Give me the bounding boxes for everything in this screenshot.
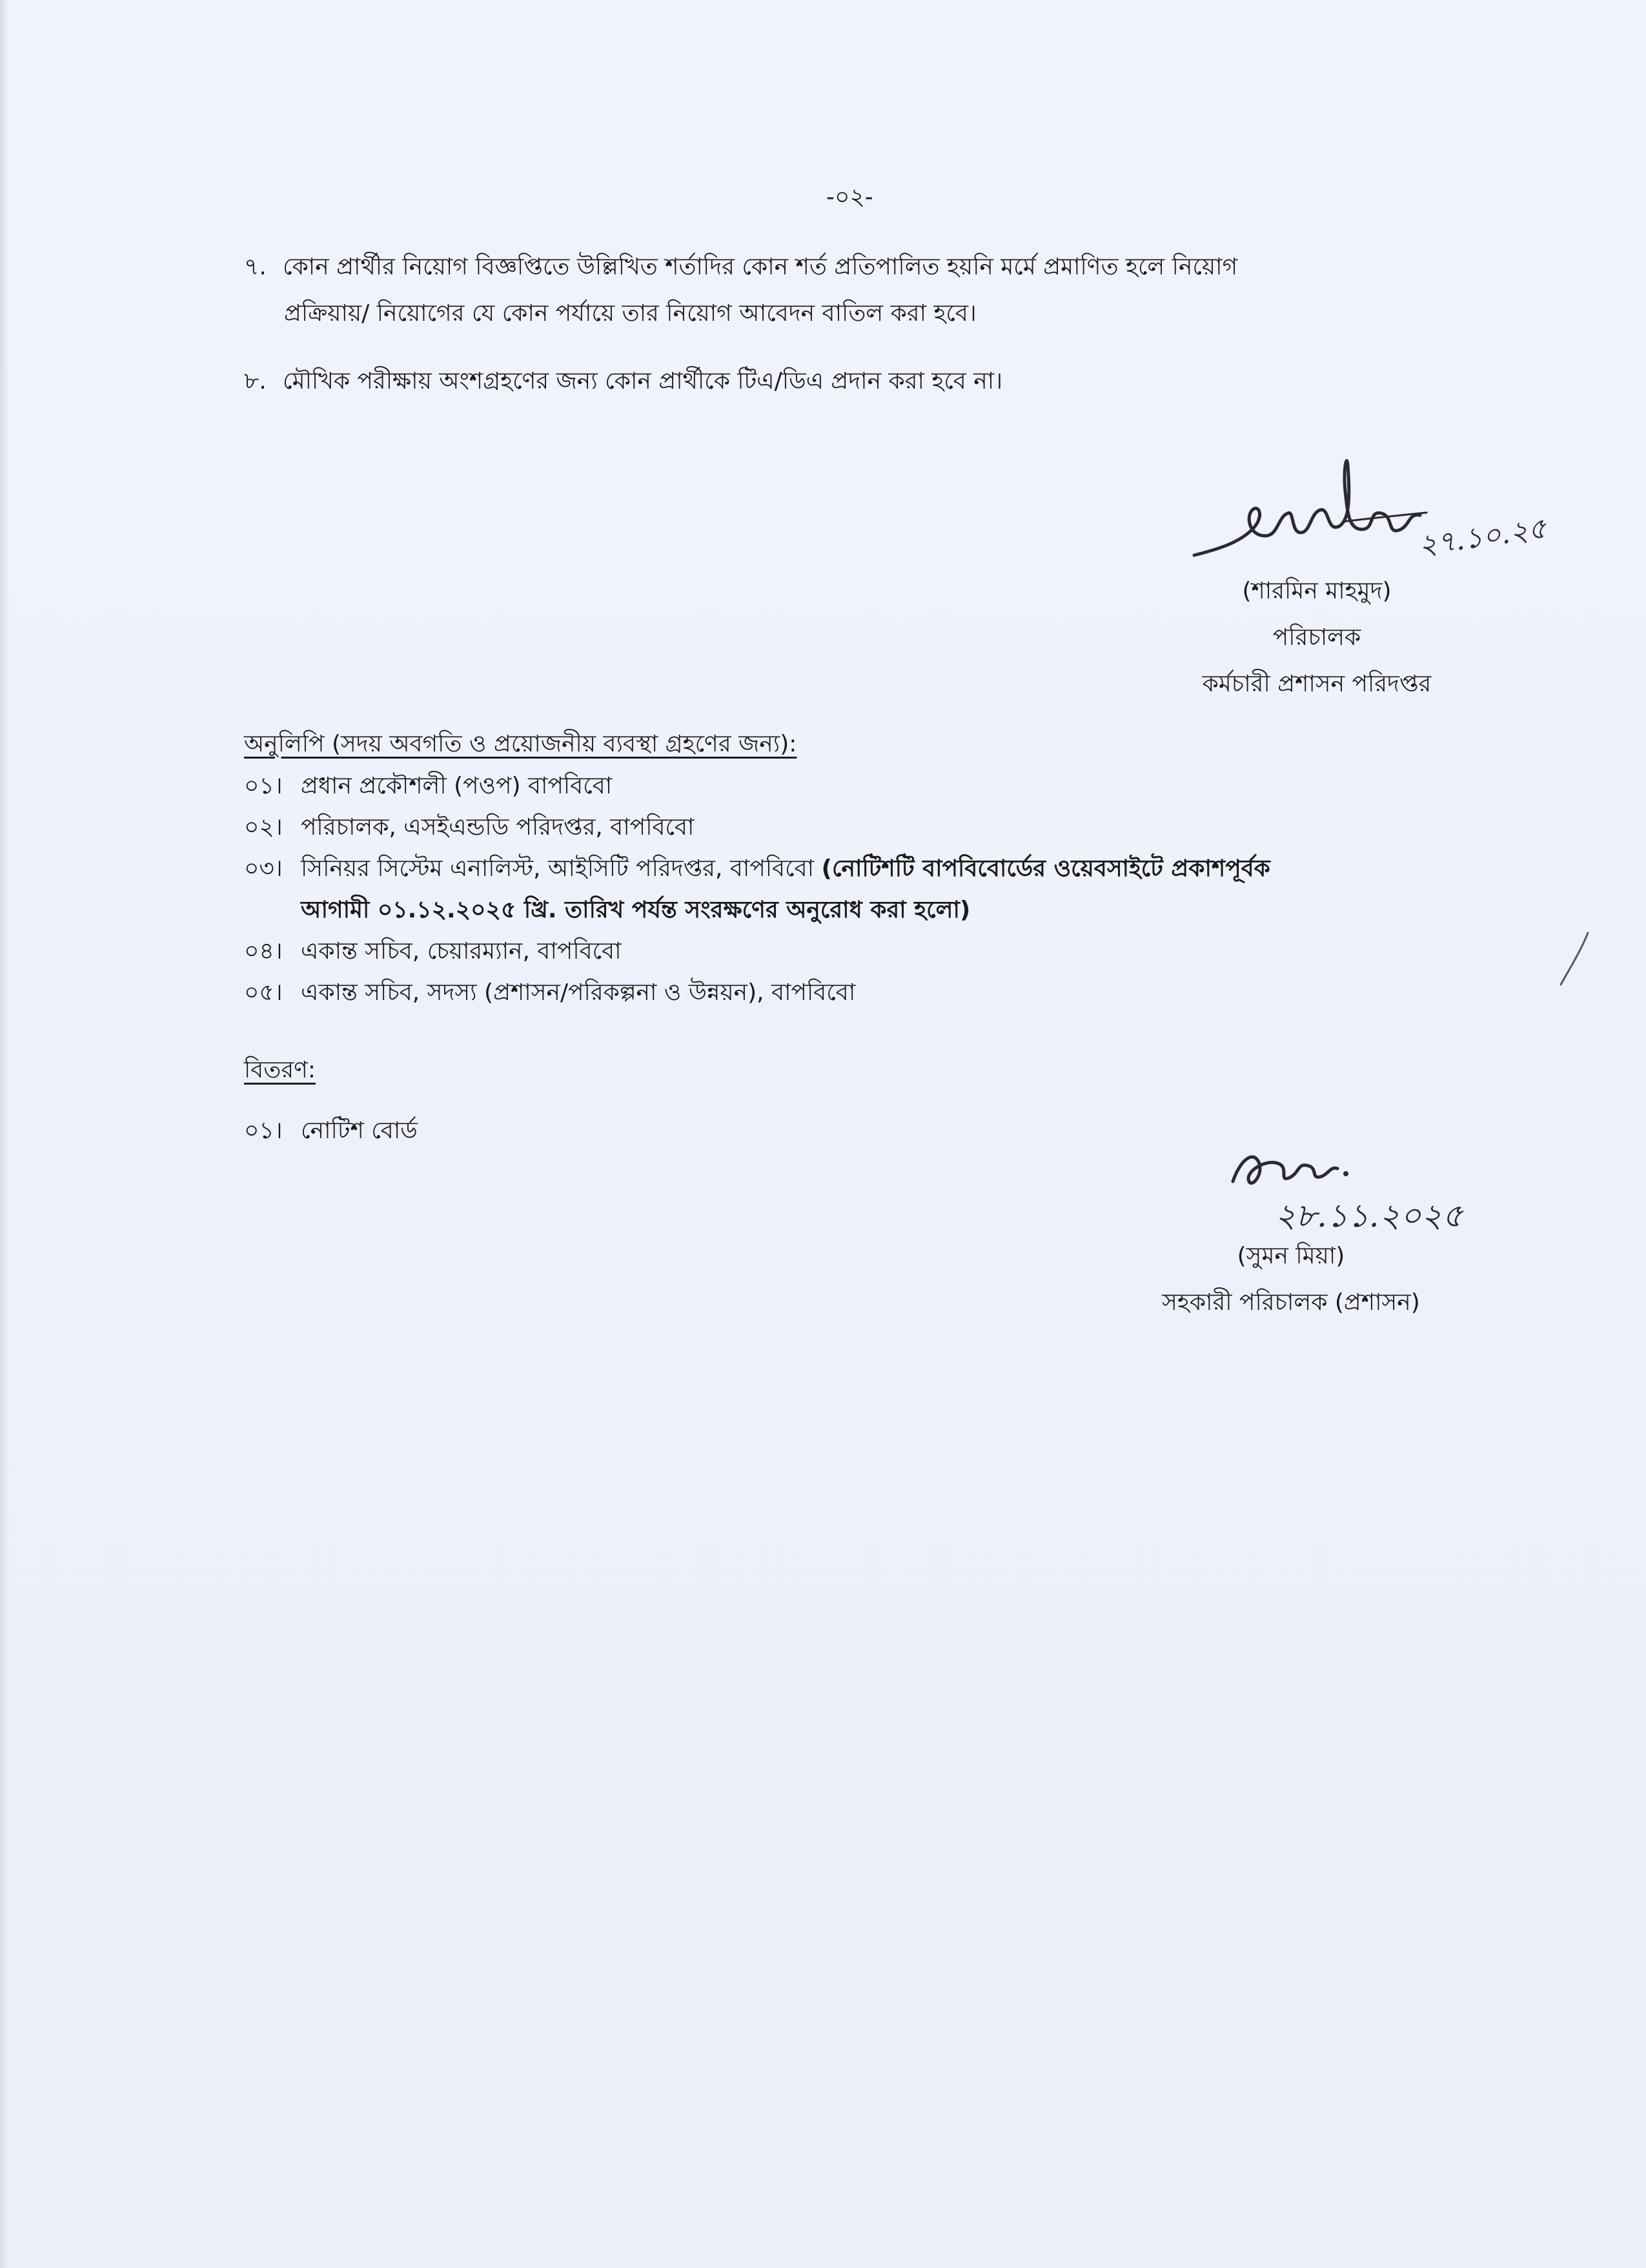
list-item <box>244 972 1477 1014</box>
signature-1-date: ২৭.১০.২৫ <box>1416 511 1549 562</box>
list-item-index: ০১। <box>244 1118 283 1144</box>
list-item-text-wrapper <box>301 848 1477 931</box>
list-item-text: পরিচালক, এসইএন্ডডি পরিদপ্তর, বাপবিবো <box>301 814 695 841</box>
list-item-index: ০৫। <box>244 979 283 1006</box>
list-item <box>244 766 1477 807</box>
list-item-text: সিনিয়র সিস্টেম এনালিস্ট, আইসিটি পরিদপ্তর, বাপবিবো <box>301 855 815 882</box>
list-item-index: ০৩। <box>244 855 283 882</box>
list-item-bold-note-2: আগামী ০১.১২.২০২৫ খ্রি. তারিখ পর্যন্ত সংরক্ষণের অনুরোধ করা হলো) <box>301 897 971 923</box>
point-text-line-1: মৌখিক পরীক্ষায় অংশগ্রহণের জন্য কোন প্রার্থীকে টিএ/ডিএ প্রদান করা হবে না। <box>283 368 1003 394</box>
list-item-index: ০৪। <box>244 938 283 965</box>
signature-2-image <box>1214 1123 1485 1240</box>
signatory-1-office: কর্মচারী প্রশাসন পরিদপ্তর <box>1202 671 1432 697</box>
list-item-index: ০১। <box>244 773 283 799</box>
signature-1-image <box>1181 445 1549 575</box>
signatory-2-block <box>1123 1233 1459 1326</box>
point-text-line-1: কোন প্রার্থীর নিয়োগ বিজ্ঞপ্তিতে উল্লিখিত শর্তাদির কোন শর্ত প্রতিপালিত হয়নি মর্মে প্রমাণিত হলে নিয়োগ <box>283 254 1238 280</box>
copy-list <box>244 766 1477 1014</box>
point-text-line-2: প্রক্রিয়ায়/ নিয়োগের যে কোন পর্যায়ে তার নিয়োগ আবেদন বাতিল করা হবে। <box>284 300 977 327</box>
point-number: ৭. <box>244 254 267 280</box>
list-item <box>244 931 1477 972</box>
signature-2-date: ২৮.১১.২০২৫ <box>1275 1197 1463 1234</box>
signatory-2-designation: সহকারী পরিচালক (প্রশাসন) <box>1162 1289 1420 1316</box>
list-item-text: নোটিশ বোর্ড <box>301 1118 418 1144</box>
signatory-1-name: (শারমিন মাহমুদ) <box>1242 578 1392 604</box>
list-item <box>244 848 1477 931</box>
distribution-heading: বিতরণ: <box>244 1057 316 1083</box>
signatory-2-name: (সুমন মিয়া) <box>1237 1243 1345 1269</box>
list-item-text: প্রধান প্রকৌশলী (পওপ) বাপবিবো <box>301 773 613 799</box>
condition-point-8 <box>244 358 1477 405</box>
list-item-text: একান্ত সচিব, সদস্য (প্রশাসন/পরিকল্পনা ও উন্নয়ন), বাপবিবো <box>301 979 856 1006</box>
copy-heading: অনুলিপি (সদয় অবগতি ও প্রয়োজনীয় ব্যবস্থা গ্রহণের জন্য): <box>244 731 797 757</box>
scan-edge-shadow <box>0 0 9 2268</box>
stray-pen-mark <box>1556 930 1594 988</box>
signatory-1-designation: পরিচালক <box>1272 624 1361 651</box>
list-item-index: ০২। <box>244 814 283 841</box>
condition-point-7 <box>244 244 1477 337</box>
list-item-text: একান্ত সচিব, চেয়ারম্যান, বাপবিবো <box>301 938 622 965</box>
list-item <box>244 807 1477 848</box>
signatory-1-block <box>1149 568 1485 708</box>
page-number: -০২- <box>826 184 873 210</box>
list-item-bold-note-1: (নোটিশটি বাপবিবোর্ডের ওয়েবসাইটে প্রকাশপূর্বক <box>821 855 1270 882</box>
point-number: ৮. <box>244 368 267 394</box>
